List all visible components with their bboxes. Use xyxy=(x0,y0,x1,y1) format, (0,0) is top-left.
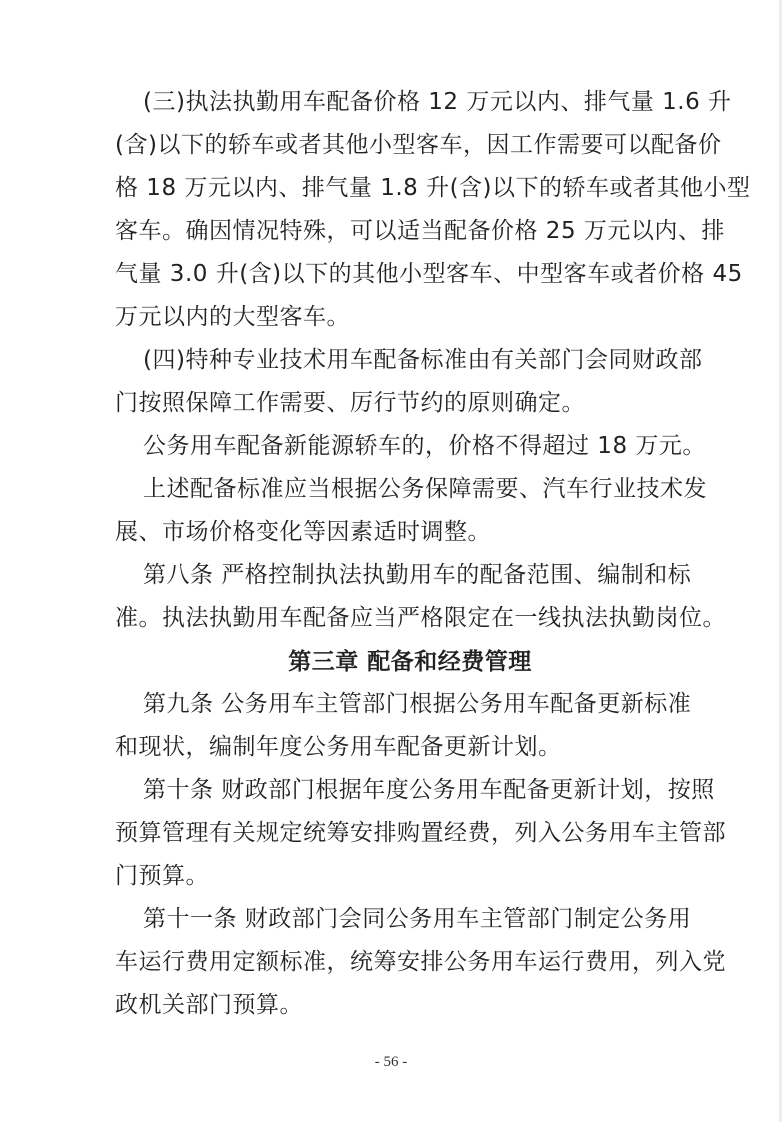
text-line: (三)执法执勤用车配备价格 12 万元以内、排气量 1.6 升 xyxy=(143,89,732,115)
text-line: 准。执法执勤用车配备应当严格限定在一线执法执勤岗位。 xyxy=(115,605,726,631)
text-line: 第八条 严格控制执法执勤用车的配备范围、编制和标 xyxy=(143,562,692,588)
text-line: 公务用车配备新能源轿车的，价格不得超过 18 万元。 xyxy=(143,433,706,459)
text-line: 预算管理有关规定统筹安排购置经费，列入公务用车主管部 xyxy=(115,820,726,846)
text-line: 和现状，编制年度公务用车配备更新计划。 xyxy=(115,734,562,760)
text-line: 万元以内的大型客车。 xyxy=(115,304,350,330)
page-number: - 56 - xyxy=(374,1054,408,1070)
text-line: 第十条 财政部门根据年度公务用车配备更新计划，按照 xyxy=(143,777,715,803)
text-line: 第十一条 财政部门会同公务用车主管部门制定公务用 xyxy=(143,906,692,932)
text-line: 展、市场价格变化等因素适时调整。 xyxy=(115,519,491,545)
text-line: 车运行费用定额标准，统筹安排公务用车运行费用，列入党 xyxy=(115,949,726,975)
text-line: (含)以下的轿车或者其他小型客车，因工作需要可以配备价 xyxy=(115,132,722,158)
text-line: 格 18 万元以内、排气量 1.8 升(含)以下的轿车或者其他小型 xyxy=(115,175,751,201)
document-body xyxy=(115,81,751,1027)
text-line: 政机关部门预算。 xyxy=(115,992,303,1018)
text-line: (四)特种专业技术用车配备标准由有关部门会同财政部 xyxy=(143,347,703,373)
text-line: 门预算。 xyxy=(115,863,209,889)
text-line: 第九条 公务用车主管部门根据公务用车配备更新标准 xyxy=(143,691,692,717)
chapter-heading: 第三章 配备和经费管理 xyxy=(288,648,532,675)
text-line: 门按照保障工作需要、厉行节约的原则确定。 xyxy=(115,390,585,416)
text-line: 客车。确因情况特殊，可以适当配备价格 25 万元以内、排 xyxy=(115,218,725,244)
text-line: 气量 3.0 升(含)以下的其他小型客车、中型客车或者价格 45 xyxy=(115,261,743,287)
text-line: 上述配备标准应当根据公务保障需要、汽车行业技术发 xyxy=(143,476,707,502)
